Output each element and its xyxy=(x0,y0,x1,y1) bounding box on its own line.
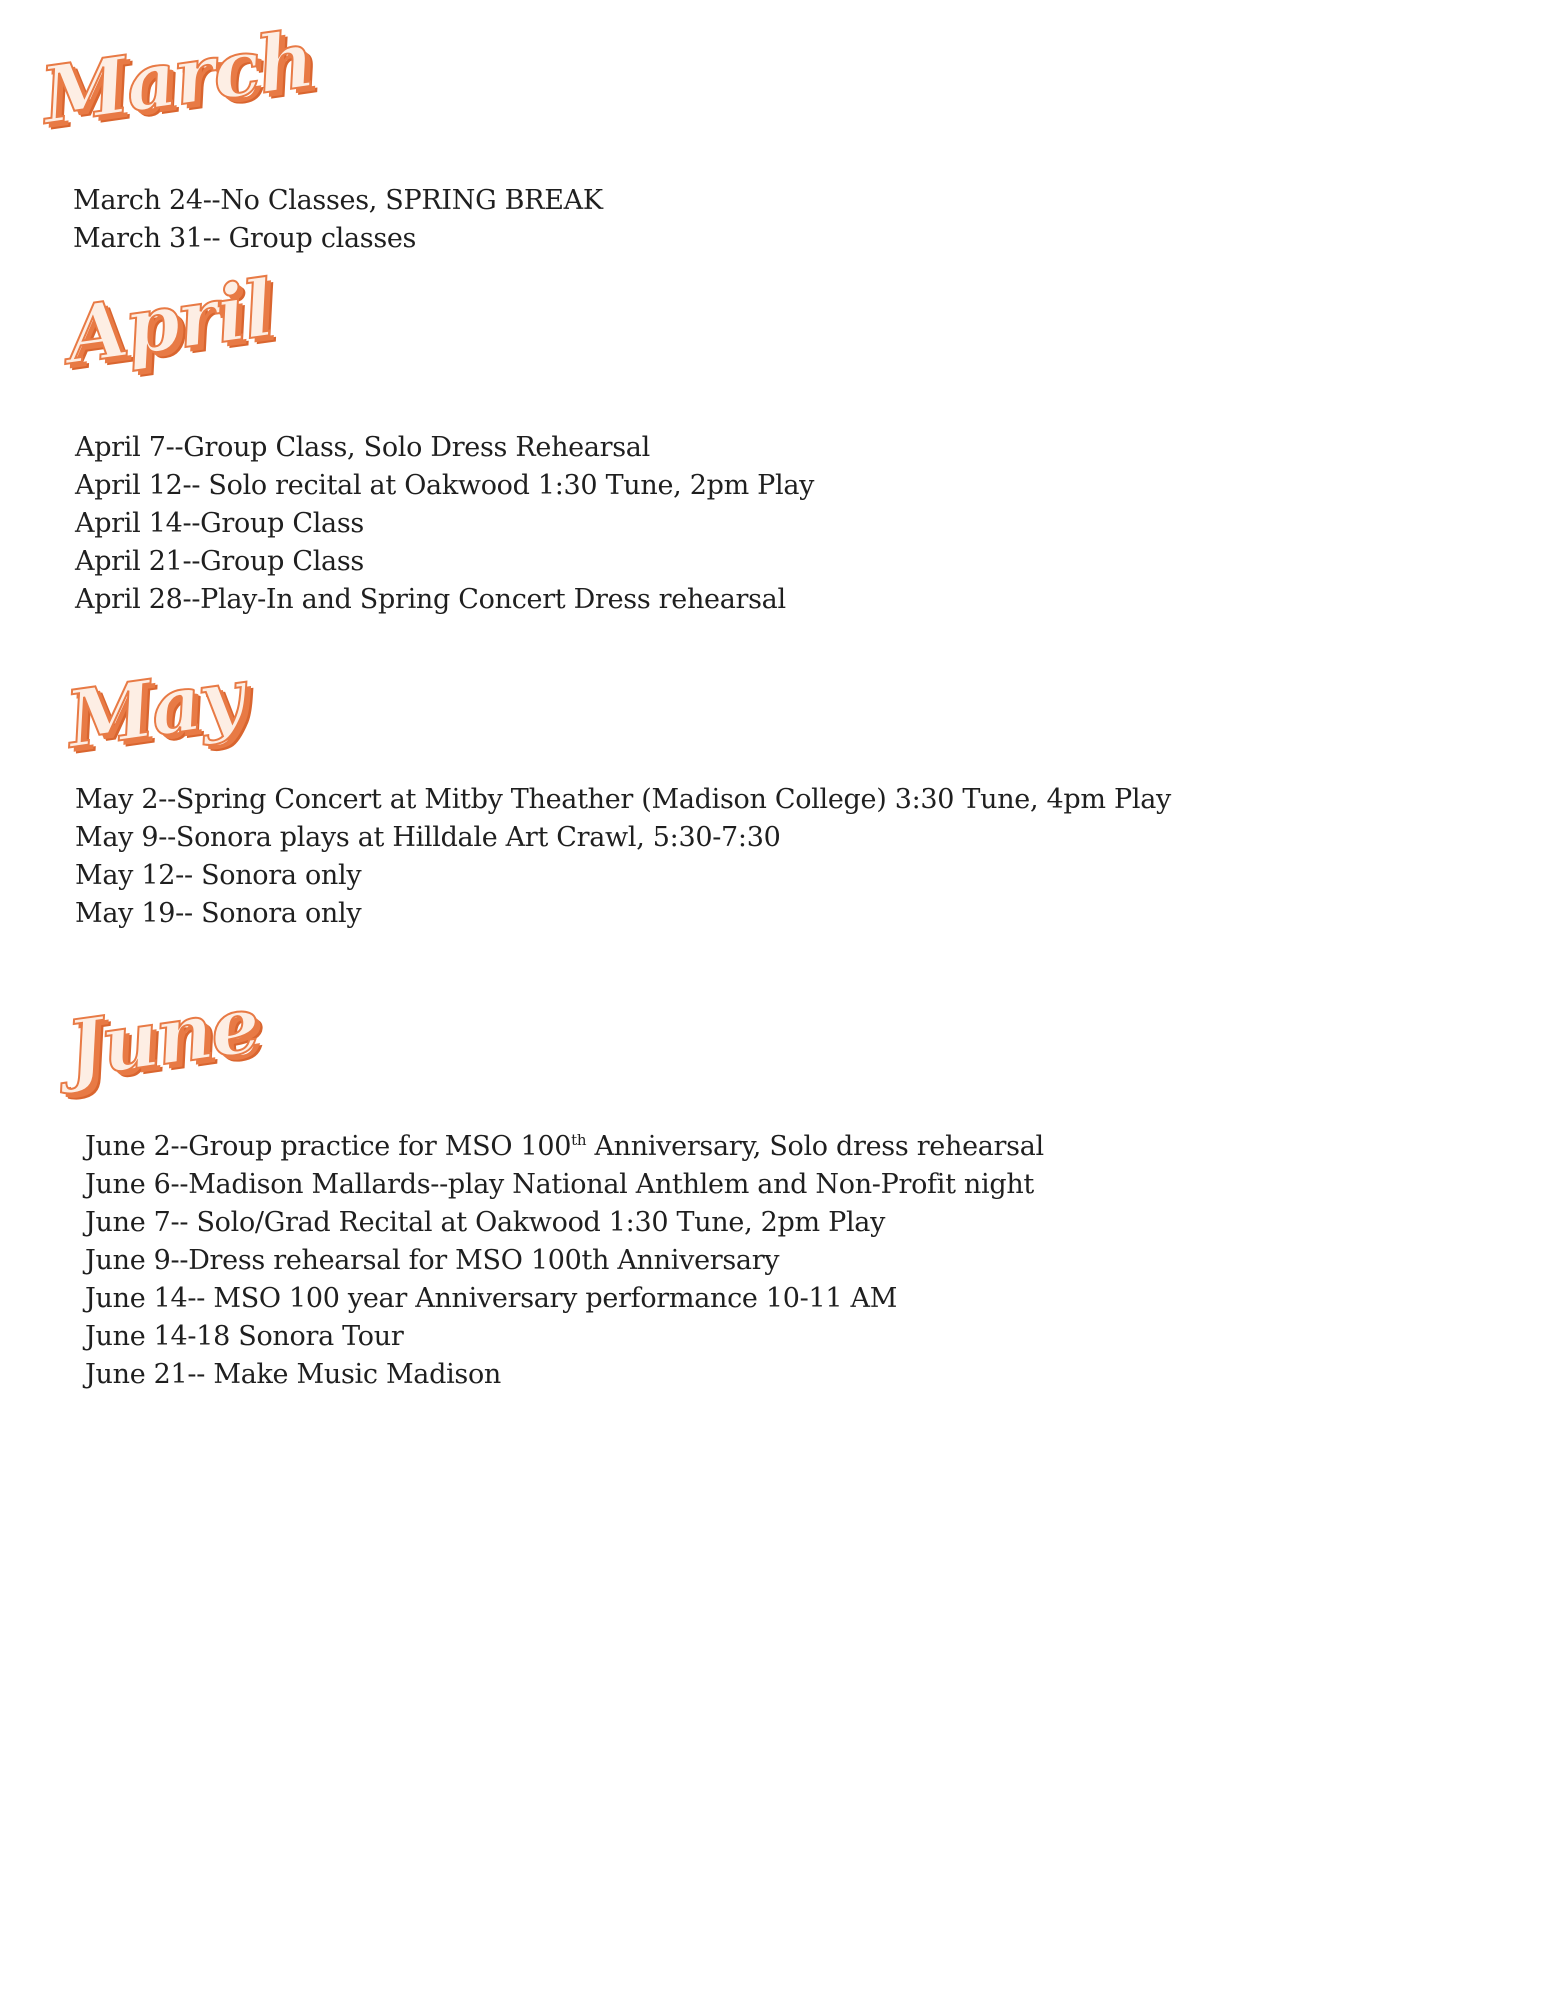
may-event-list xyxy=(75,781,1171,933)
march-event-list xyxy=(73,182,603,258)
event-text-before: June 2--Group practice for MSO 100 xyxy=(85,1131,572,1162)
march-heading: March xyxy=(36,13,319,142)
event-item: May 2--Spring Concert at Mitby Theather (Madison College) 3:30 Tune, 4pm Play xyxy=(75,784,1171,815)
event-item: April 28--Play-In and Spring Concert Dress rehearsal xyxy=(75,584,786,615)
event-item: June 6--Madison Mallards--play National Anthlem and Non-Profit night xyxy=(85,1169,1034,1200)
april-heading: April xyxy=(61,263,278,382)
ordinal-suffix: th xyxy=(571,1131,587,1149)
event-item: April 14--Group Class xyxy=(75,508,364,539)
event-item: March 31-- Group classes xyxy=(73,223,417,254)
event-item: April 7--Group Class, Solo Dress Rehearsal xyxy=(75,432,650,463)
event-item: June 7-- Solo/Grad Recital at Oakwood 1:30 Tune, 2pm Play xyxy=(85,1207,886,1238)
event-text-after: Anniversary, Solo dress rehearsal xyxy=(586,1131,1044,1162)
event-item: June 14-- MSO 100 year Anniversary performance 10-11 AM xyxy=(85,1283,898,1314)
may-heading: May xyxy=(61,651,249,766)
event-item: April 21--Group Class xyxy=(75,546,364,577)
event-item: May 19-- Sonora only xyxy=(75,898,362,929)
event-item: May 9--Sonora plays at Hilldale Art Crawl, 5:30-7:30 xyxy=(75,822,781,853)
june-heading: June xyxy=(61,979,264,1096)
event-item: June 14-18 Sonora Tour xyxy=(85,1321,404,1352)
event-item: June 21-- Make Music Madison xyxy=(85,1359,502,1390)
event-item: March 24--No Classes, SPRING BREAK xyxy=(73,185,603,216)
event-item: June 9--Dress rehearsal for MSO 100th Anniversary xyxy=(85,1245,780,1276)
event-item: April 12-- Solo recital at Oakwood 1:30 Tune, 2pm Play xyxy=(75,470,815,501)
june-event-list xyxy=(85,1128,1044,1394)
april-event-list xyxy=(75,429,814,619)
event-item xyxy=(85,1128,1044,1166)
event-item: May 12-- Sonora only xyxy=(75,860,362,891)
